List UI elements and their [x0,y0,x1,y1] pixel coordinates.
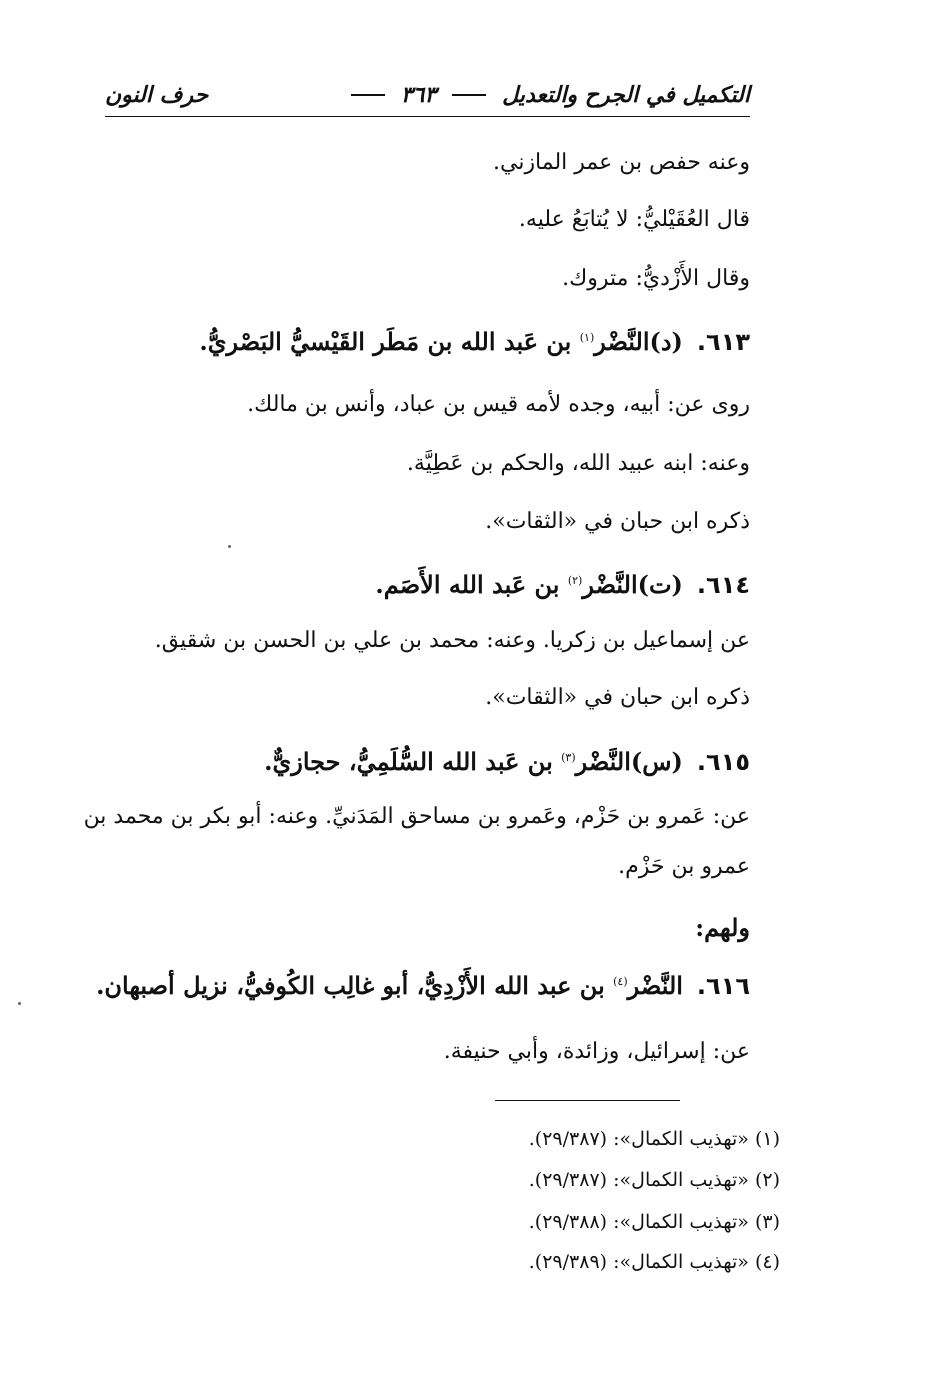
entry-number: ٦١٥. [696,748,750,776]
text-line: ذكره ابن حبان في «الثقات». [485,685,750,710]
section-title: حرف النون [105,82,209,108]
entry-lineage: بن عَبد الله السُّلَمِيُّ، حجازيٌّ. [264,747,553,776]
text-line: عمرو بن حَزْم. [618,854,750,879]
text-line: ذكره ابن حبان في «الثقات». [485,509,750,534]
text-line: وعنه حفص بن عمر المازني. [492,150,750,175]
text-line: عن: إسرائيل، وزائدة، وأبي حنيفة. [443,1039,750,1064]
footnote-divider [495,1100,680,1101]
entry-heading-613 [199,322,750,358]
running-header [105,78,750,112]
text-line: وقال الأَزْديُّ: متروك. [562,266,750,291]
entry-heading-616 [96,966,750,1002]
footnote-ref: (٣) [561,751,576,764]
entry-name: (س)النَّضْر [575,747,683,776]
text-line: عن إسماعيل بن زكريا. وعنه: محمد بن علي بن الحسن بن شقيق. [154,628,750,653]
entry-number: ٦١٦. [696,972,750,1000]
footnote-ref: (٢) [567,574,583,587]
entry-number: ٦١٣. [696,328,750,356]
footnote-ref: (٤) [613,975,628,988]
subsection-heading: ولهم: [695,913,750,942]
footnote: (٢) «تهذيب الكمال»: (٢٩/٣٨٧). [528,1169,780,1191]
entry-name: النَّضْر [627,971,683,1000]
entry-heading-615 [264,742,750,778]
entry-name: (د)النَّضْر [594,327,683,356]
entry-heading-614 [375,565,750,601]
footnote-ref: (١) [579,331,595,344]
header-dash [351,94,385,96]
header-divider [105,116,750,117]
header-dash [452,94,486,96]
page-number: ٣٦٣ [400,82,437,108]
entry-lineage: بن عبد الله الأَزْدِيُّ، أبو غالِب الكُوفيُّ، نزيل أصبهان. [96,971,605,1000]
entry-name: (ت)النَّضْر [582,570,683,599]
entry-lineage: بن عَبد الله بن مَطَر القَيْسيُّ البَصْريُّ. [199,327,572,356]
scan-speck [18,1002,21,1005]
entry-lineage: بن عَبد الله الأَصَم. [375,570,560,599]
scan-speck [228,545,231,548]
text-line: قال العُقَيْليُّ: لا يُتابَعُ عليه. [518,207,750,232]
footnote: (٣) «تهذيب الكمال»: (٢٩/٣٨٨). [528,1211,780,1233]
text-line: عن: عَمرو بن حَزْم، وعَمرو بن مساحق المَدَنيِّ. وعنه: أبو بكر بن محمد بن [83,804,750,829]
text-line: روى عن: أبيه، وجده لأمه قيس بن عباد، وأنس بن مالك. [247,392,750,417]
entry-number: ٦١٤. [696,571,750,599]
header-right-group [345,82,750,108]
text-line: وعنه: ابنه عبيد الله، والحكم بن عَطِيَّة. [406,451,750,476]
footnote: (١) «تهذيب الكمال»: (٢٩/٣٨٧). [528,1128,780,1150]
footnote: (٤) «تهذيب الكمال»: (٢٩/٣٨٩). [528,1251,780,1273]
book-title: التكميل في الجرح والتعديل [502,82,750,108]
